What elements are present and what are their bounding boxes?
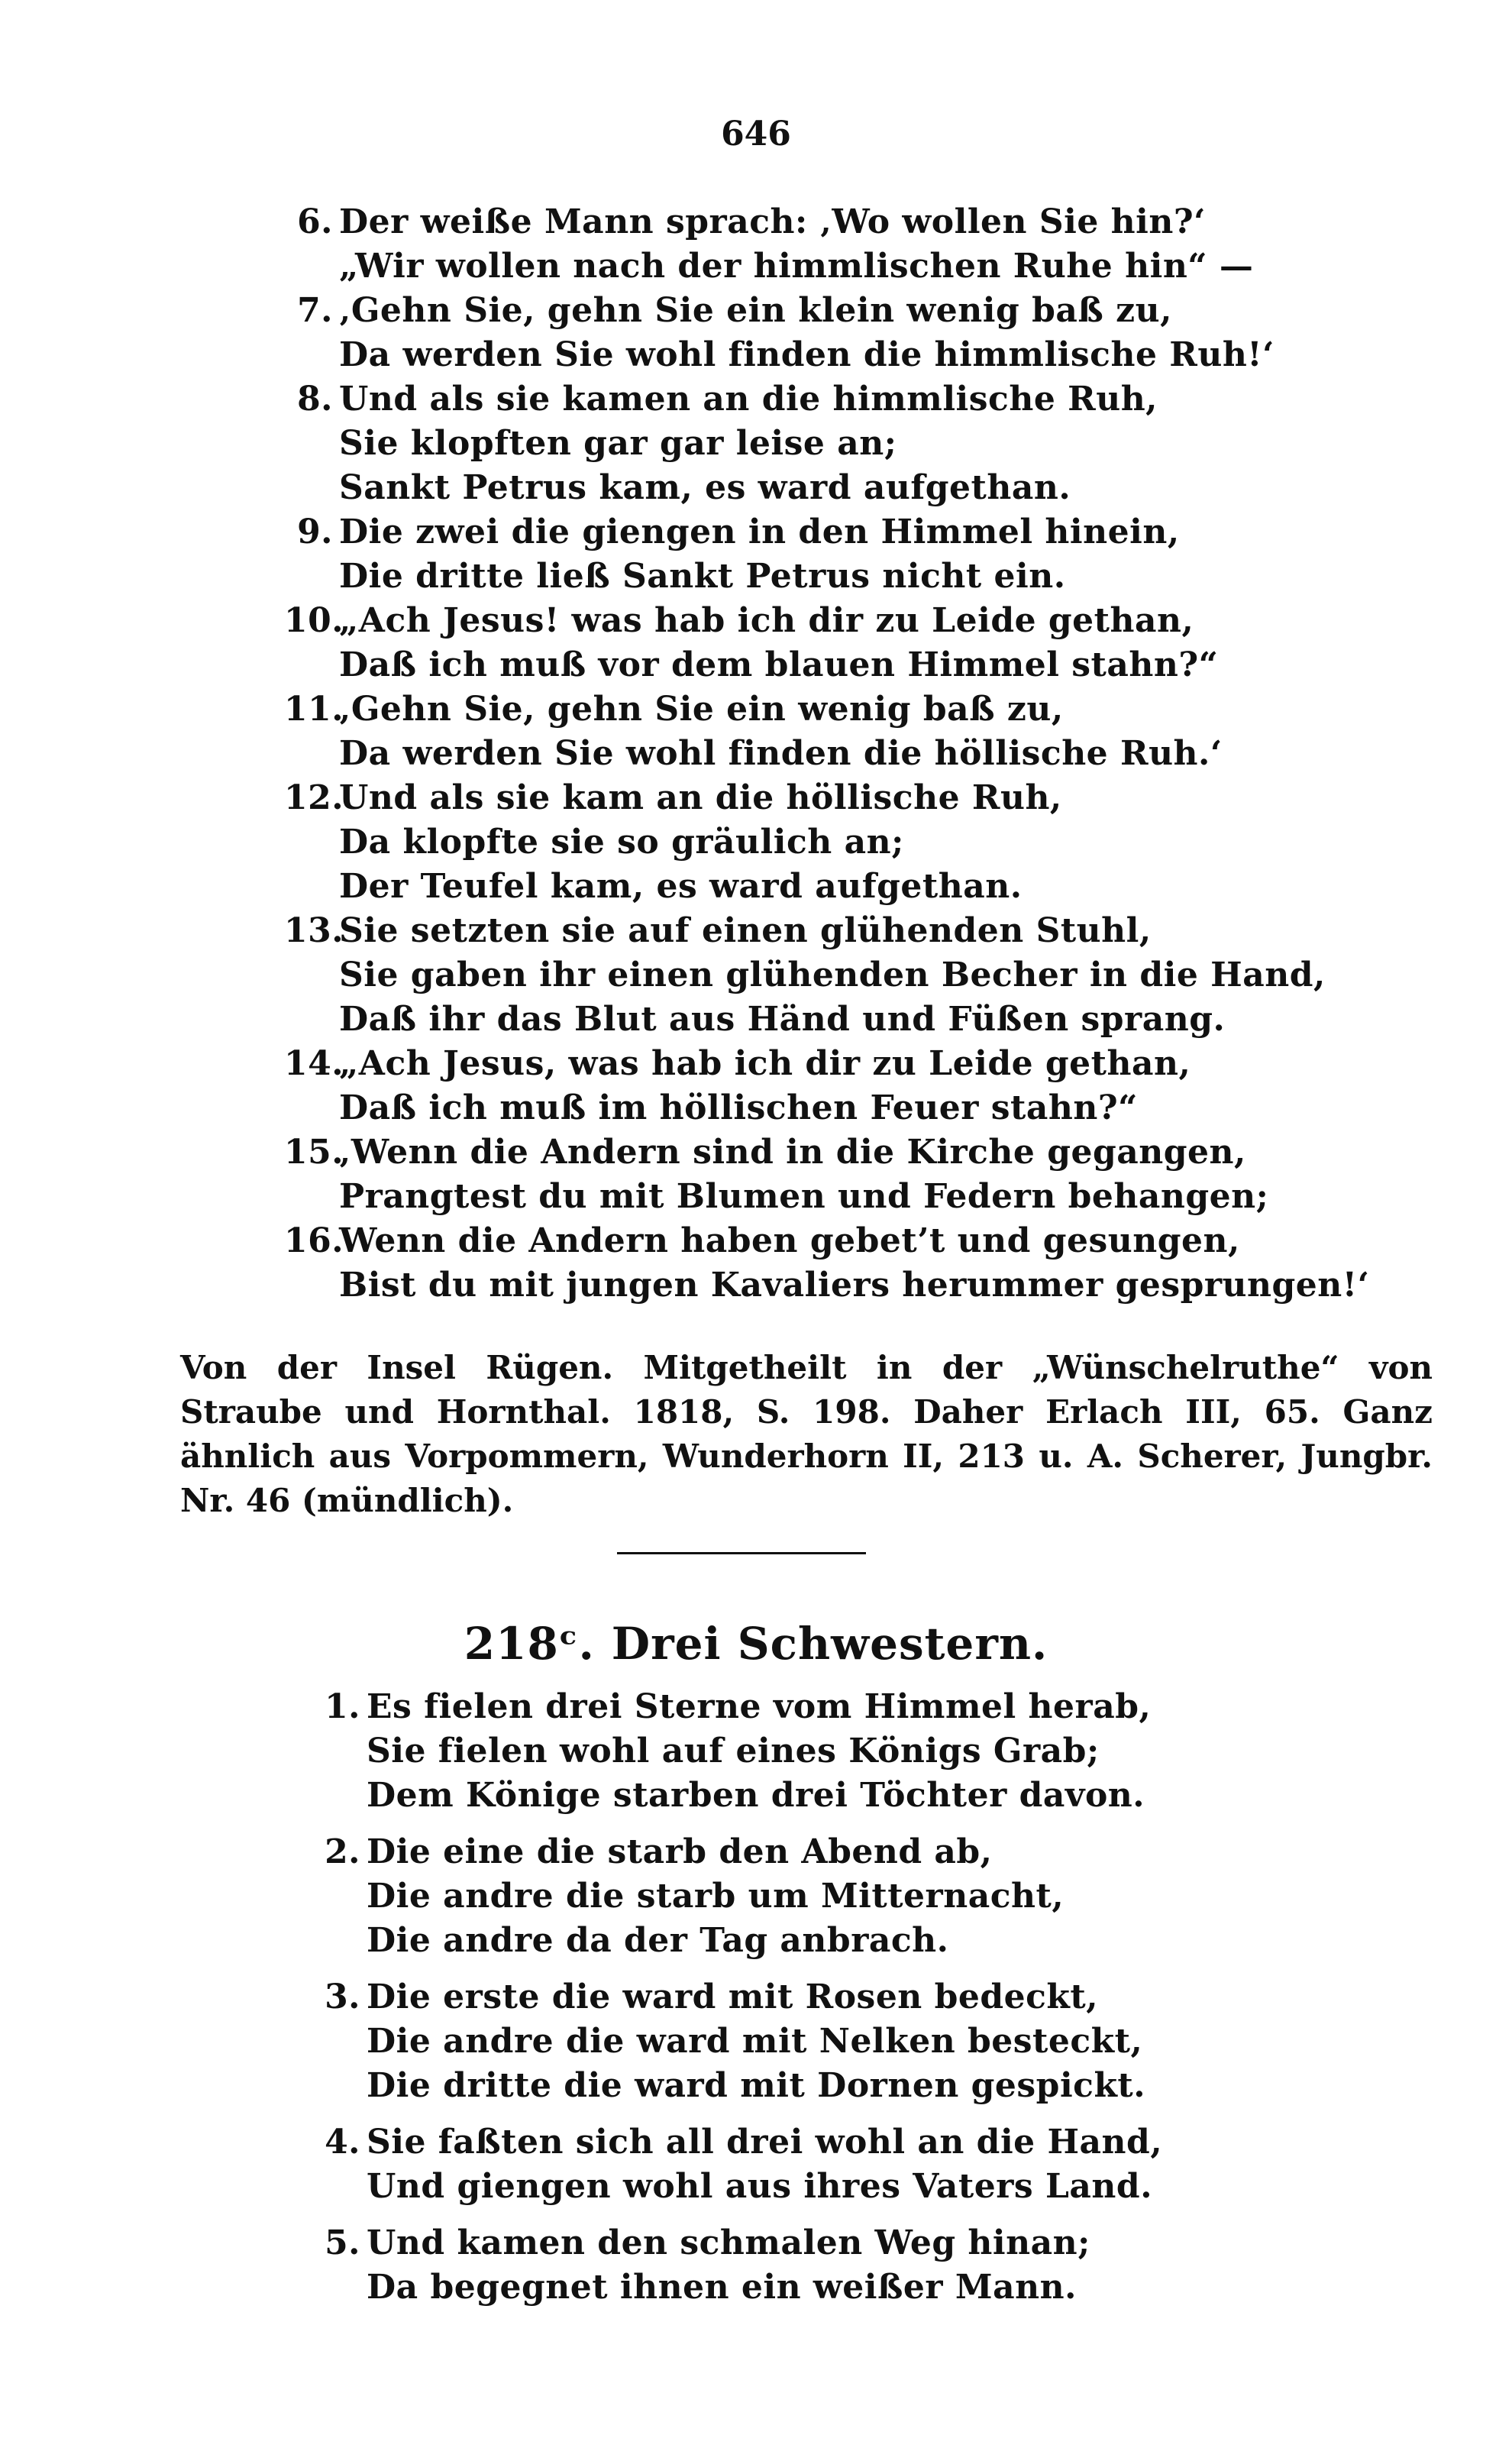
verse-text: Sie gaben ihr einen glühenden Becher in die Hand, [339,956,1326,994]
verse-text: Da begegnet ihnen ein weißer Mann. [367,2268,1077,2307]
verse-line [312,1774,1304,1818]
verse-line [284,599,1277,643]
verse-text: Die andre die ward mit Nelken besteckt, [367,2022,1143,2061]
verse-text: „Ach Jesus! was hab ich dir zu Leide gethan, [339,601,1194,640]
verse-text: Die eine die starb den Abend ab, [367,1832,993,1871]
stanza [284,687,1277,776]
verse-text: Es fielen drei Sterne vom Himmel herab, [367,1687,1152,1726]
verse-text: Und giengen wohl aus ihres Vaters Land. [367,2167,1153,2206]
verse-text: ‚Gehn Sie, gehn Sie ein klein wenig baß zu, [339,291,1172,330]
verse-line [312,1830,1304,1874]
stanza-number: 5. [325,2223,360,2262]
stanza-number: 8. [297,380,333,419]
verse-text: Daß ich muß vor dem blauen Himmel stahn?“ [339,645,1219,684]
stanza [284,776,1277,909]
verse-line [284,289,1277,333]
stanza-number: 15. [284,1133,344,1172]
verse-line [312,2265,1304,2310]
section-heading [0,1618,1512,1670]
stanza-number: 12. [284,778,344,817]
stanza-number: 11. [284,690,344,729]
verse-line [284,422,1277,466]
verse-line [284,1175,1277,1219]
verse-line [284,687,1277,732]
verse-line [312,2120,1304,2165]
verse-line [284,377,1277,422]
poem-new [312,1685,1304,2322]
stanza [284,909,1326,1042]
verse-text: Dem Könige starben drei Töchter davon. [367,1776,1145,1815]
stanza [284,599,1277,687]
verse-line [284,333,1277,377]
verse-text: Und kamen den schmalen Weg hinan; [367,2223,1090,2262]
verse-text: ‚Gehn Sie, gehn Sie ein wenig baß zu, [339,690,1064,729]
verse-line [312,1874,1304,1919]
verse-text: Und als sie kamen an die himmlische Ruh, [339,380,1158,419]
verse-line [284,865,1277,909]
section-title: Drei Schwestern. [611,1618,1048,1670]
verse-line [312,1919,1304,1963]
verse-text: Sie klopften gar gar leise an; [339,424,897,463]
verse-line [284,820,1277,865]
verse-text: Bist du mit jungen Kavaliers herummer gesprungen!‘ [339,1266,1370,1305]
stanza [312,1685,1304,1818]
verse-line [284,244,1277,289]
verse-text: ‚Wenn die Andern sind in die Kirche gegangen, [339,1133,1246,1172]
verse-line [284,776,1277,820]
stanza-number: 3. [325,1977,360,2016]
verse-text: Prangtest du mit Blumen und Federn behangen; [339,1177,1269,1216]
verse-text: Daß ich muß im höllischen Feuer stahn?“ [339,1088,1138,1127]
verse-text: Da klopfte sie so gräulich an; [339,823,904,862]
verse-text: Wenn die Andern haben gebet’t und gesungen, [339,1221,1240,1260]
stanza-number: 9. [297,513,333,551]
verse-line [284,1086,1277,1130]
verse-line [284,510,1277,555]
verse-text: Sie setzten sie auf einen glühenden Stuhl, [339,911,1152,950]
stanza [312,2120,1304,2209]
verse-text: „Wir wollen nach der himmlischen Ruhe hin“ — [339,247,1254,286]
verse-line [312,2064,1304,2108]
section-number: 218ᶜ. [464,1618,595,1670]
verse-line [284,1263,1370,1308]
stanza-number: 7. [297,291,333,330]
verse-text: „Ach Jesus, was hab ich dir zu Leide gethan, [339,1044,1191,1083]
stanza [284,1042,1277,1130]
verse-line [284,1042,1277,1086]
stanza-number: 6. [297,202,333,241]
stanza-number: 2. [325,1832,360,1871]
verse-line [284,998,1277,1042]
verse-line [312,2221,1304,2265]
verse-text: Die zwei die giengen in den Himmel hinein, [339,513,1180,551]
source-note: Von der Insel Rügen. Mitgetheilt in der „Wünschelruthe“ von Straube und Hornthal. 1818, S. 198. Daher Erlach III, 65. Ganz ähnlich aus Vorpommern, Wunderhorn II, 213 u. A. Scherer, Jungbr. Nr. 46 (mündlich). [180,1349,1433,1519]
verse-text: Daß ihr das Blut aus Händ und Füßen sprang. [339,1000,1226,1039]
stanza-number: 4. [325,2123,360,2162]
verse-text: Sankt Petrus kam, es ward aufgethan. [339,468,1071,507]
stanza-number: 10. [284,601,344,640]
verse-line [312,2020,1304,2064]
stanza [284,1130,1277,1219]
verse-line [284,909,1277,953]
verse-line [284,953,1326,998]
verse-line [284,555,1277,599]
verse-line [284,466,1277,510]
verse-text: Sie faßten sich all drei wohl an die Hand, [367,2123,1163,2162]
stanza-number: 14. [284,1044,344,1083]
verse-line [284,643,1277,687]
page-number: 646 [721,115,791,154]
verse-line [312,2165,1304,2209]
verse-line [312,1729,1304,1774]
stanza [284,377,1277,510]
verse-line [284,1219,1277,1263]
verse-text: Da werden Sie wohl finden die himmlische Ruh!‘ [339,335,1275,374]
stanza-number: 16. [284,1221,344,1260]
stanza-number: 13. [284,911,344,950]
verse-text: Die andre die starb um Mitternacht, [367,1877,1065,1916]
verse-text: Die dritte ließ Sankt Petrus nicht ein. [339,557,1066,596]
stanza [284,289,1277,377]
stanza [312,1975,1304,2108]
verse-text: Der Teufel kam, es ward aufgethan. [339,867,1023,906]
stanza-number: 1. [325,1687,360,1726]
verse-text: Die erste die ward mit Rosen bedeckt, [367,1977,1099,2016]
stanza [312,2221,1304,2310]
verse-line [312,1975,1304,2020]
verse-text: Und als sie kam an die höllische Ruh, [339,778,1062,817]
stanza [284,200,1277,289]
verse-text: Sie fielen wohl auf eines Königs Grab; [367,1732,1100,1771]
poem-continued [284,200,1370,1308]
verse-line [312,1685,1304,1729]
verse-line [284,1130,1277,1175]
stanza [312,1830,1304,1963]
verse-line [284,732,1277,776]
verse-line [284,200,1277,244]
stanza [284,1219,1370,1308]
section-divider [617,1552,866,1554]
verse-text: Die dritte die ward mit Dornen gespickt. [367,2066,1146,2105]
verse-text: Da werden Sie wohl finden die höllische Ruh.‘ [339,734,1223,773]
verse-text: Der weiße Mann sprach: ‚Wo wollen Sie hin?‘ [339,202,1206,241]
stanza [284,510,1277,599]
verse-text: Die andre da der Tag anbrach. [367,1921,949,1960]
